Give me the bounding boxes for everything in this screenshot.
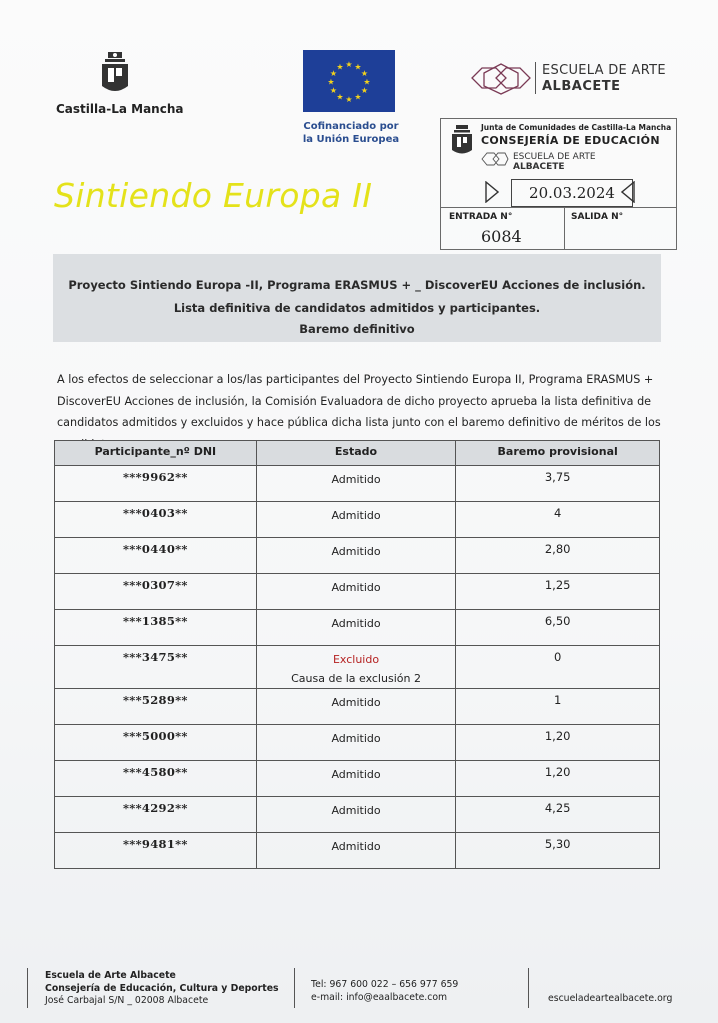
heading-line1: Proyecto Sintiendo Europa -II, Programa ERASMUS + _ DiscoverEU Acciones de inclusión.	[68, 278, 646, 292]
dni-cell: ***3475**	[55, 646, 257, 689]
stamp-entrada-label: ENTRADA N°	[449, 212, 513, 222]
school-logo-divider	[535, 62, 536, 94]
baremo-cell: 1	[456, 689, 660, 725]
estado-cell: Admitido	[256, 797, 456, 833]
hexagon-cubes-icon	[481, 149, 509, 169]
stamp-department: CONSEJERÍA DE EDUCACIÓN	[481, 134, 660, 147]
castle-shield-icon	[98, 52, 132, 96]
estado-cell: Admitido	[256, 761, 456, 797]
footer-phone: Tel: 967 600 022 – 656 977 659	[311, 979, 459, 990]
table-row	[55, 689, 660, 725]
baremo-cell: 6,50	[456, 610, 660, 646]
table-row	[55, 797, 660, 833]
page-footer	[0, 965, 718, 1023]
footer-school-name: Escuela de Arte Albacete	[45, 970, 176, 981]
svg-text:★: ★	[336, 62, 344, 72]
estado-cell: Admitido	[256, 833, 456, 869]
svg-text:★: ★	[360, 69, 369, 78]
stamp-salida-label: SALIDA N°	[571, 212, 624, 222]
svg-text:★: ★	[354, 92, 362, 102]
dni-cell: ***0440**	[55, 538, 257, 574]
school-name-line1: ESCUELA DE ARTE	[542, 63, 666, 78]
dni-cell: ***0403**	[55, 502, 257, 538]
footer-divider	[294, 968, 295, 1008]
dni-cell: ***0307**	[55, 574, 257, 610]
stamp-authority: Junta de Comunidades de Castilla-La Mancha	[481, 123, 672, 132]
table-row	[55, 833, 660, 869]
footer-divider	[528, 968, 529, 1008]
footer-website[interactable]: escueladeartealbacete.org	[548, 993, 673, 1004]
heading-line2: Lista definitiva de candidatos admitidos y participantes.	[173, 301, 541, 315]
baremo-cell: 4	[456, 502, 660, 538]
stamp-date: 20.03.2024	[529, 184, 615, 202]
heading-line3: Baremo definitivo	[299, 322, 415, 336]
stamp-divider	[441, 207, 676, 208]
table-row	[55, 538, 660, 574]
estado-cell: Admitido	[256, 538, 456, 574]
baremo-cell: 1,20	[456, 725, 660, 761]
dni-cell: ***5289**	[55, 689, 257, 725]
column-header-baremo: Baremo provisional	[456, 441, 660, 466]
footer-email[interactable]: e-mail: info@eaalbacete.com	[311, 991, 448, 1003]
triangle-right-icon	[485, 181, 499, 203]
stamp-entrada-number: 6084	[481, 227, 522, 246]
eu-flag	[303, 50, 395, 112]
school-name-line2: ALBACETE	[542, 79, 621, 94]
candidates-table	[54, 440, 660, 869]
column-header-estado: Estado	[256, 441, 456, 466]
column-header-dni: Participante_nº DNI	[55, 441, 257, 466]
baremo-cell: 2,80	[456, 538, 660, 574]
dni-cell: ***5000**	[55, 725, 257, 761]
excluded-status: Excluido	[332, 653, 380, 666]
registration-stamp	[440, 118, 677, 250]
baremo-cell: 4,25	[456, 797, 660, 833]
eu-caption-line2: la Unión Europea	[302, 134, 400, 145]
table-row	[55, 761, 660, 797]
dni-cell: ***9962**	[55, 466, 257, 502]
svg-text:★: ★	[363, 77, 371, 87]
eu-caption-line1: Cofinanciado por	[303, 121, 399, 132]
table-row	[55, 574, 660, 610]
table-row	[55, 502, 660, 538]
table-row	[55, 725, 660, 761]
footer-divider	[27, 968, 28, 1008]
svg-text:★: ★	[354, 62, 362, 72]
exclusion-reason: Causa de la exclusión 2	[291, 672, 421, 685]
castle-shield-icon	[449, 125, 475, 157]
table-row	[55, 610, 660, 646]
estado-cell: Admitido	[256, 725, 456, 761]
svg-text:★: ★	[345, 60, 353, 69]
stamp-date-box	[511, 179, 633, 207]
project-title: Sintiendo Europa II	[54, 176, 373, 215]
estado-cell: Admitido	[256, 689, 456, 725]
footer-department: Consejería de Educación, Cultura y Deportes	[45, 982, 279, 994]
svg-text:★: ★	[345, 95, 353, 104]
svg-text:★: ★	[360, 86, 369, 95]
estado-cell: Admitido	[256, 610, 456, 646]
eu-caption	[296, 120, 406, 146]
stamp-school-logo	[481, 149, 621, 175]
estado-cell: Admitido	[256, 466, 456, 502]
intro-line: DiscoverEU Acciones de inclusión, la Comisión Evaluadora de dicho proyecto aprueba la lista definitiva de	[57, 394, 652, 408]
svg-text:★: ★	[329, 69, 338, 78]
table-row	[55, 466, 660, 502]
svg-text:★: ★	[329, 86, 338, 95]
svg-text:★: ★	[327, 77, 335, 87]
dni-cell: ***9481**	[55, 833, 257, 869]
dni-cell: ***4292**	[55, 797, 257, 833]
baremo-cell: 5,30	[456, 833, 660, 869]
stamp-school-line2: ALBACETE	[513, 162, 565, 172]
region-logo-label: Castilla-La Mancha	[56, 102, 184, 116]
baremo-cell: 1,20	[456, 761, 660, 797]
document-heading	[53, 254, 661, 342]
footer-address	[45, 970, 279, 1008]
estado-cell: Admitido	[256, 502, 456, 538]
footer-street: José Carbajal S/N _ 02008 Albacete	[45, 995, 209, 1006]
table-header-row	[55, 441, 660, 466]
triangle-left-icon	[621, 181, 635, 203]
baremo-cell: 0	[456, 646, 660, 689]
table-row	[55, 646, 660, 689]
eu-stars-icon	[303, 50, 395, 112]
dni-cell: ***4580**	[55, 761, 257, 797]
estado-cell: Admitido	[256, 574, 456, 610]
hexagon-cubes-icon	[470, 60, 532, 96]
baremo-cell: 1,25	[456, 574, 660, 610]
intro-line: A los efectos de seleccionar a los/las participantes del Proyecto Sintiendo Europa II, Programa ERASMUS +	[57, 373, 654, 386]
stamp-school-line1: ESCUELA DE ARTE	[513, 152, 596, 162]
svg-text:★: ★	[336, 92, 344, 102]
footer-contact	[311, 979, 458, 1004]
baremo-cell: 3,75	[456, 466, 660, 502]
dni-cell: ***1385**	[55, 610, 257, 646]
intro-line: candidatos admitidos y excluidos y hace pública dicha lista junto con el baremo definitivo de méritos de los	[57, 416, 661, 429]
stamp-divider-vertical	[564, 207, 565, 249]
estado-cell	[256, 646, 456, 689]
school-logo	[470, 60, 670, 100]
